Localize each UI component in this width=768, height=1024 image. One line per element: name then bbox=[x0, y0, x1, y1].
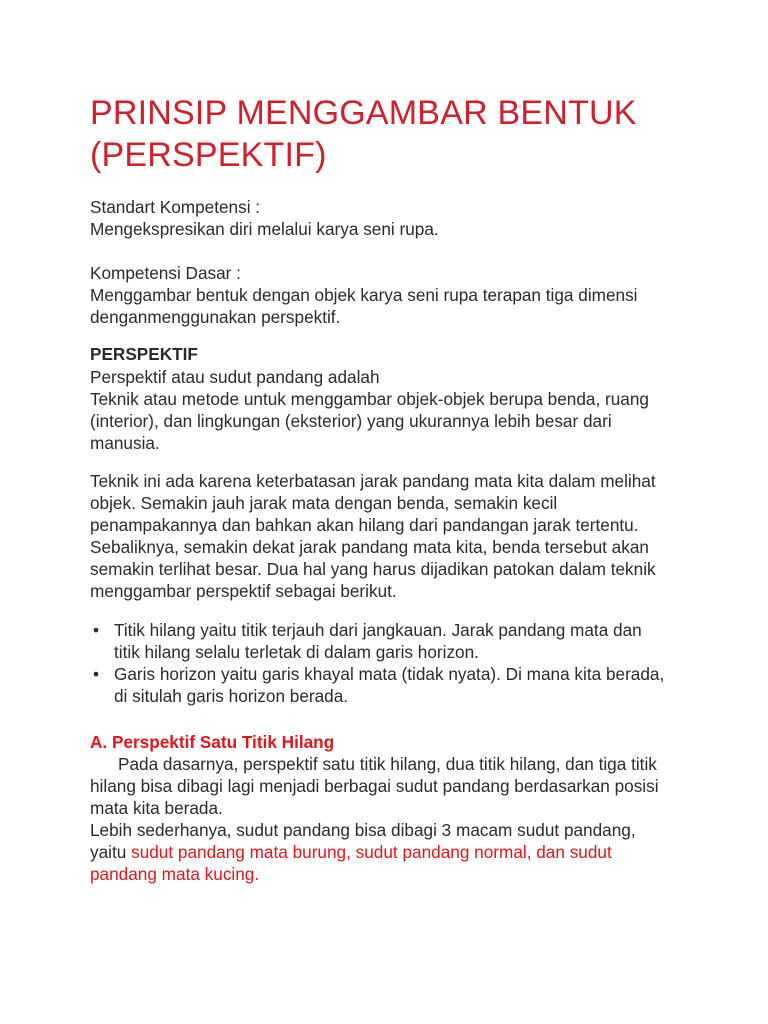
paragraph-line: Sebaliknya, semakin dekat jarak pandang mata kita, benda tersebut akan bbox=[90, 537, 649, 557]
perspektif-heading: PERSPEKTIF bbox=[90, 344, 198, 364]
highlighted-text: pandang mata kucing. bbox=[90, 864, 260, 884]
perspektif-paragraph-1 bbox=[90, 366, 690, 454]
paragraph-line bbox=[90, 841, 690, 863]
paragraph-line: Pada dasarnya, perspektif satu titik hilang, dua titik hilang, dan tiga titik bbox=[118, 754, 657, 774]
paragraph-line: Perspektif atau sudut pandang adalah bbox=[90, 367, 380, 387]
dasar-line-2: denganmenggunakan perspektif. bbox=[90, 307, 341, 327]
paragraph-line: hilang bisa dibagi lagi menjadi berbagai sudut pandang berdasarkan posisi bbox=[90, 776, 659, 796]
page-title bbox=[90, 92, 690, 176]
paragraph-line: (interior), dan lingkungan (eksterior) yang ukurannya lebih besar dari bbox=[90, 411, 612, 431]
paragraph-line: manusia. bbox=[90, 433, 160, 453]
list-item-line: Titik hilang yaitu titik terjauh dari jangkauan. Jarak pandang mata dan bbox=[114, 620, 642, 640]
perspektif-section bbox=[90, 343, 690, 365]
section-a-paragraph-1 bbox=[90, 753, 690, 819]
list-item-line: titik hilang selalu terletak di dalam garis horizon. bbox=[114, 642, 479, 662]
kompetensi-dasar bbox=[90, 262, 690, 328]
paragraph-line: menggambar perspektif sebagai berikut. bbox=[90, 581, 397, 601]
paragraph-line: objek. Semakin jauh jarak mata dengan benda, semakin kecil bbox=[90, 493, 558, 513]
paragraph-line: mata kita berada. bbox=[90, 798, 223, 818]
section-a bbox=[90, 731, 690, 753]
paragraph-line: penampakannya dan bahkan akan hilang dari pandangan jarak tertentu. bbox=[90, 515, 639, 535]
section-a-heading: A. Perspektif Satu Titik Hilang bbox=[90, 732, 335, 752]
dasar-line-1: Menggambar bentuk dengan objek karya seni rupa terapan tiga dimensi bbox=[90, 285, 638, 305]
standar-kompetensi bbox=[90, 196, 690, 240]
list-item bbox=[90, 663, 690, 707]
paragraph-line: Teknik ini ada karena keterbatasan jarak pandang mata kita dalam melihat bbox=[90, 471, 656, 491]
standar-label: Standart Kompetensi : bbox=[90, 197, 261, 217]
paragraph-line: Lebih sederhanya, sudut pandang bisa dibagi 3 macam sudut pandang, bbox=[90, 820, 636, 840]
paragraph-line: semakin terlihat besar. Dua hal yang harus dijadikan patokan dalam teknik bbox=[90, 559, 656, 579]
paragraph-line: Teknik atau metode untuk menggambar objek-objek berupa benda, ruang bbox=[90, 389, 649, 409]
paragraph-prefix: yaitu bbox=[90, 842, 132, 862]
standar-text: Mengekspresikan diri melalui karya seni rupa. bbox=[90, 219, 439, 239]
list-item-line: Garis horizon yaitu garis khayal mata (tidak nyata). Di mana kita berada, bbox=[114, 664, 665, 684]
bullet-list bbox=[90, 619, 690, 707]
dasar-label: Kompetensi Dasar : bbox=[90, 263, 241, 283]
bullet-dot-icon: • bbox=[93, 620, 100, 640]
list-item-line: di situlah garis horizon berada. bbox=[114, 686, 349, 706]
perspektif-paragraph-2 bbox=[90, 470, 690, 602]
section-a-paragraph-2 bbox=[90, 819, 690, 885]
title-line-2: (PERSPEKTIF) bbox=[90, 136, 327, 174]
highlighted-text: sudut pandang mata burung, sudut pandang normal, dan sudut bbox=[131, 842, 612, 862]
bullet-dot-icon: • bbox=[93, 664, 100, 684]
title-line-1: PRINSIP MENGGAMBAR BENTUK bbox=[90, 94, 637, 132]
list-item bbox=[90, 619, 690, 663]
